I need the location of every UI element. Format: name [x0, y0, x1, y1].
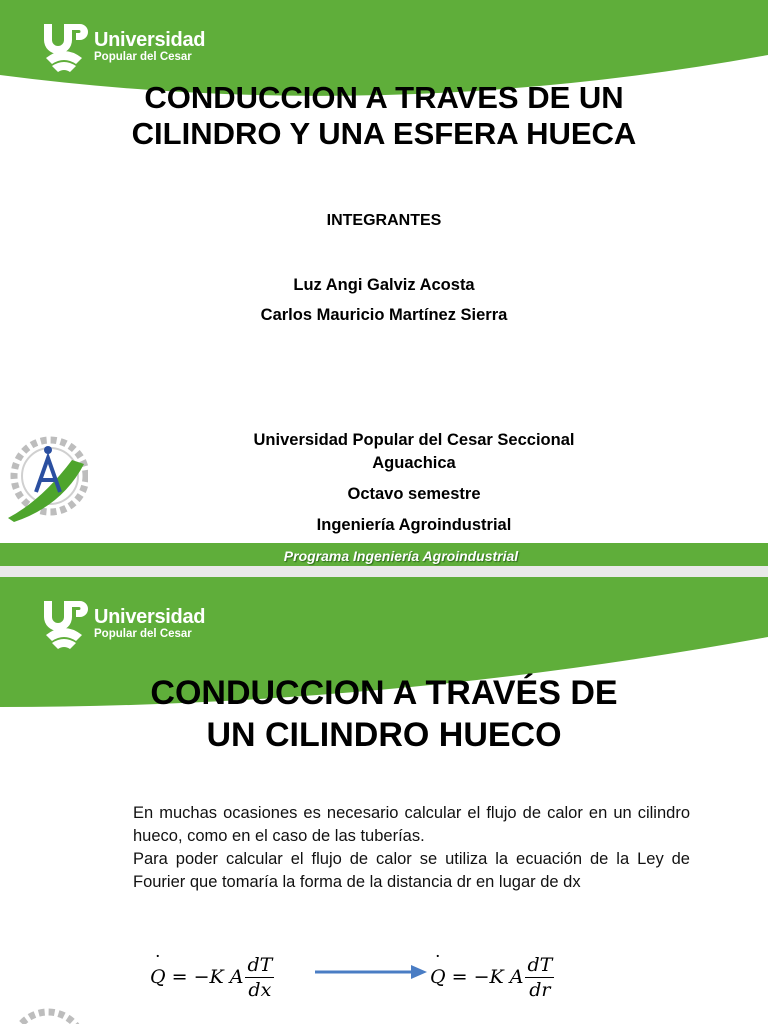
member-name: Luz Angi Galviz Acosta [293, 276, 475, 294]
integrantes-label: INTEGRANTES [326, 212, 442, 229]
slide-2 [0, 577, 768, 1024]
title-line-2: CILINDRO Y UNA ESFERA HUECA [131, 116, 637, 151]
fourier-equation-dx [150, 947, 274, 1007]
slide1-title [0, 80, 768, 152]
program-name: Ingeniería Agroindustrial [316, 516, 512, 534]
semester: Octavo semestre [347, 485, 481, 503]
fraction-numerator: dT [247, 953, 273, 976]
body-text [133, 802, 690, 894]
logo-line2: Popular del Cesar [94, 51, 192, 63]
fourier-equation-dr [430, 947, 554, 1007]
upc-logo-icon [40, 20, 88, 74]
logo-line1: Universidad [94, 29, 206, 51]
fraction-denominator: dr [529, 978, 551, 1001]
fraction-numerator: dT [527, 953, 553, 976]
member-name: Carlos Mauricio Martínez Sierra [260, 306, 508, 324]
footer-text: Programa Ingeniería Agroindustrial [283, 548, 519, 564]
university-logo [40, 20, 205, 74]
equation-lhs: ˙ Q = −K A [430, 966, 523, 988]
title-line-2: UN CILINDRO HUECO [206, 716, 562, 754]
arrow-right-icon [313, 962, 429, 982]
upc-logo-icon [40, 597, 88, 651]
paragraph: Para poder calcular el flujo de calor se utiliza la ecuación de la Ley de Fourier que tomaría la forma de la distancia dr en lugar de dx [133, 850, 690, 891]
equation-lhs: ˙ Q = −K A [150, 966, 243, 988]
university-line-2: Aguachica [372, 454, 456, 472]
logo-line1: Universidad [94, 606, 206, 628]
title-line-1: CONDUCCION A TRAVES DE UN [144, 80, 624, 115]
slide2-title [0, 672, 768, 756]
university-line-1: Universidad Popular del Cesar Seccional [253, 431, 575, 449]
equation-fraction [245, 953, 274, 1002]
gear-emblem-icon [0, 1002, 90, 1024]
logo-line2: Popular del Cesar [94, 628, 192, 640]
equation-fraction [525, 953, 554, 1002]
fraction-denominator: dx [248, 978, 272, 1001]
paragraph: En muchas ocasiones es necesario calcular el flujo de calor en un cilindro hueco, como en el caso de las tuberías. [133, 804, 690, 845]
university-logo [40, 597, 205, 651]
title-line-1: CONDUCCION A TRAVÉS DE [150, 674, 618, 712]
